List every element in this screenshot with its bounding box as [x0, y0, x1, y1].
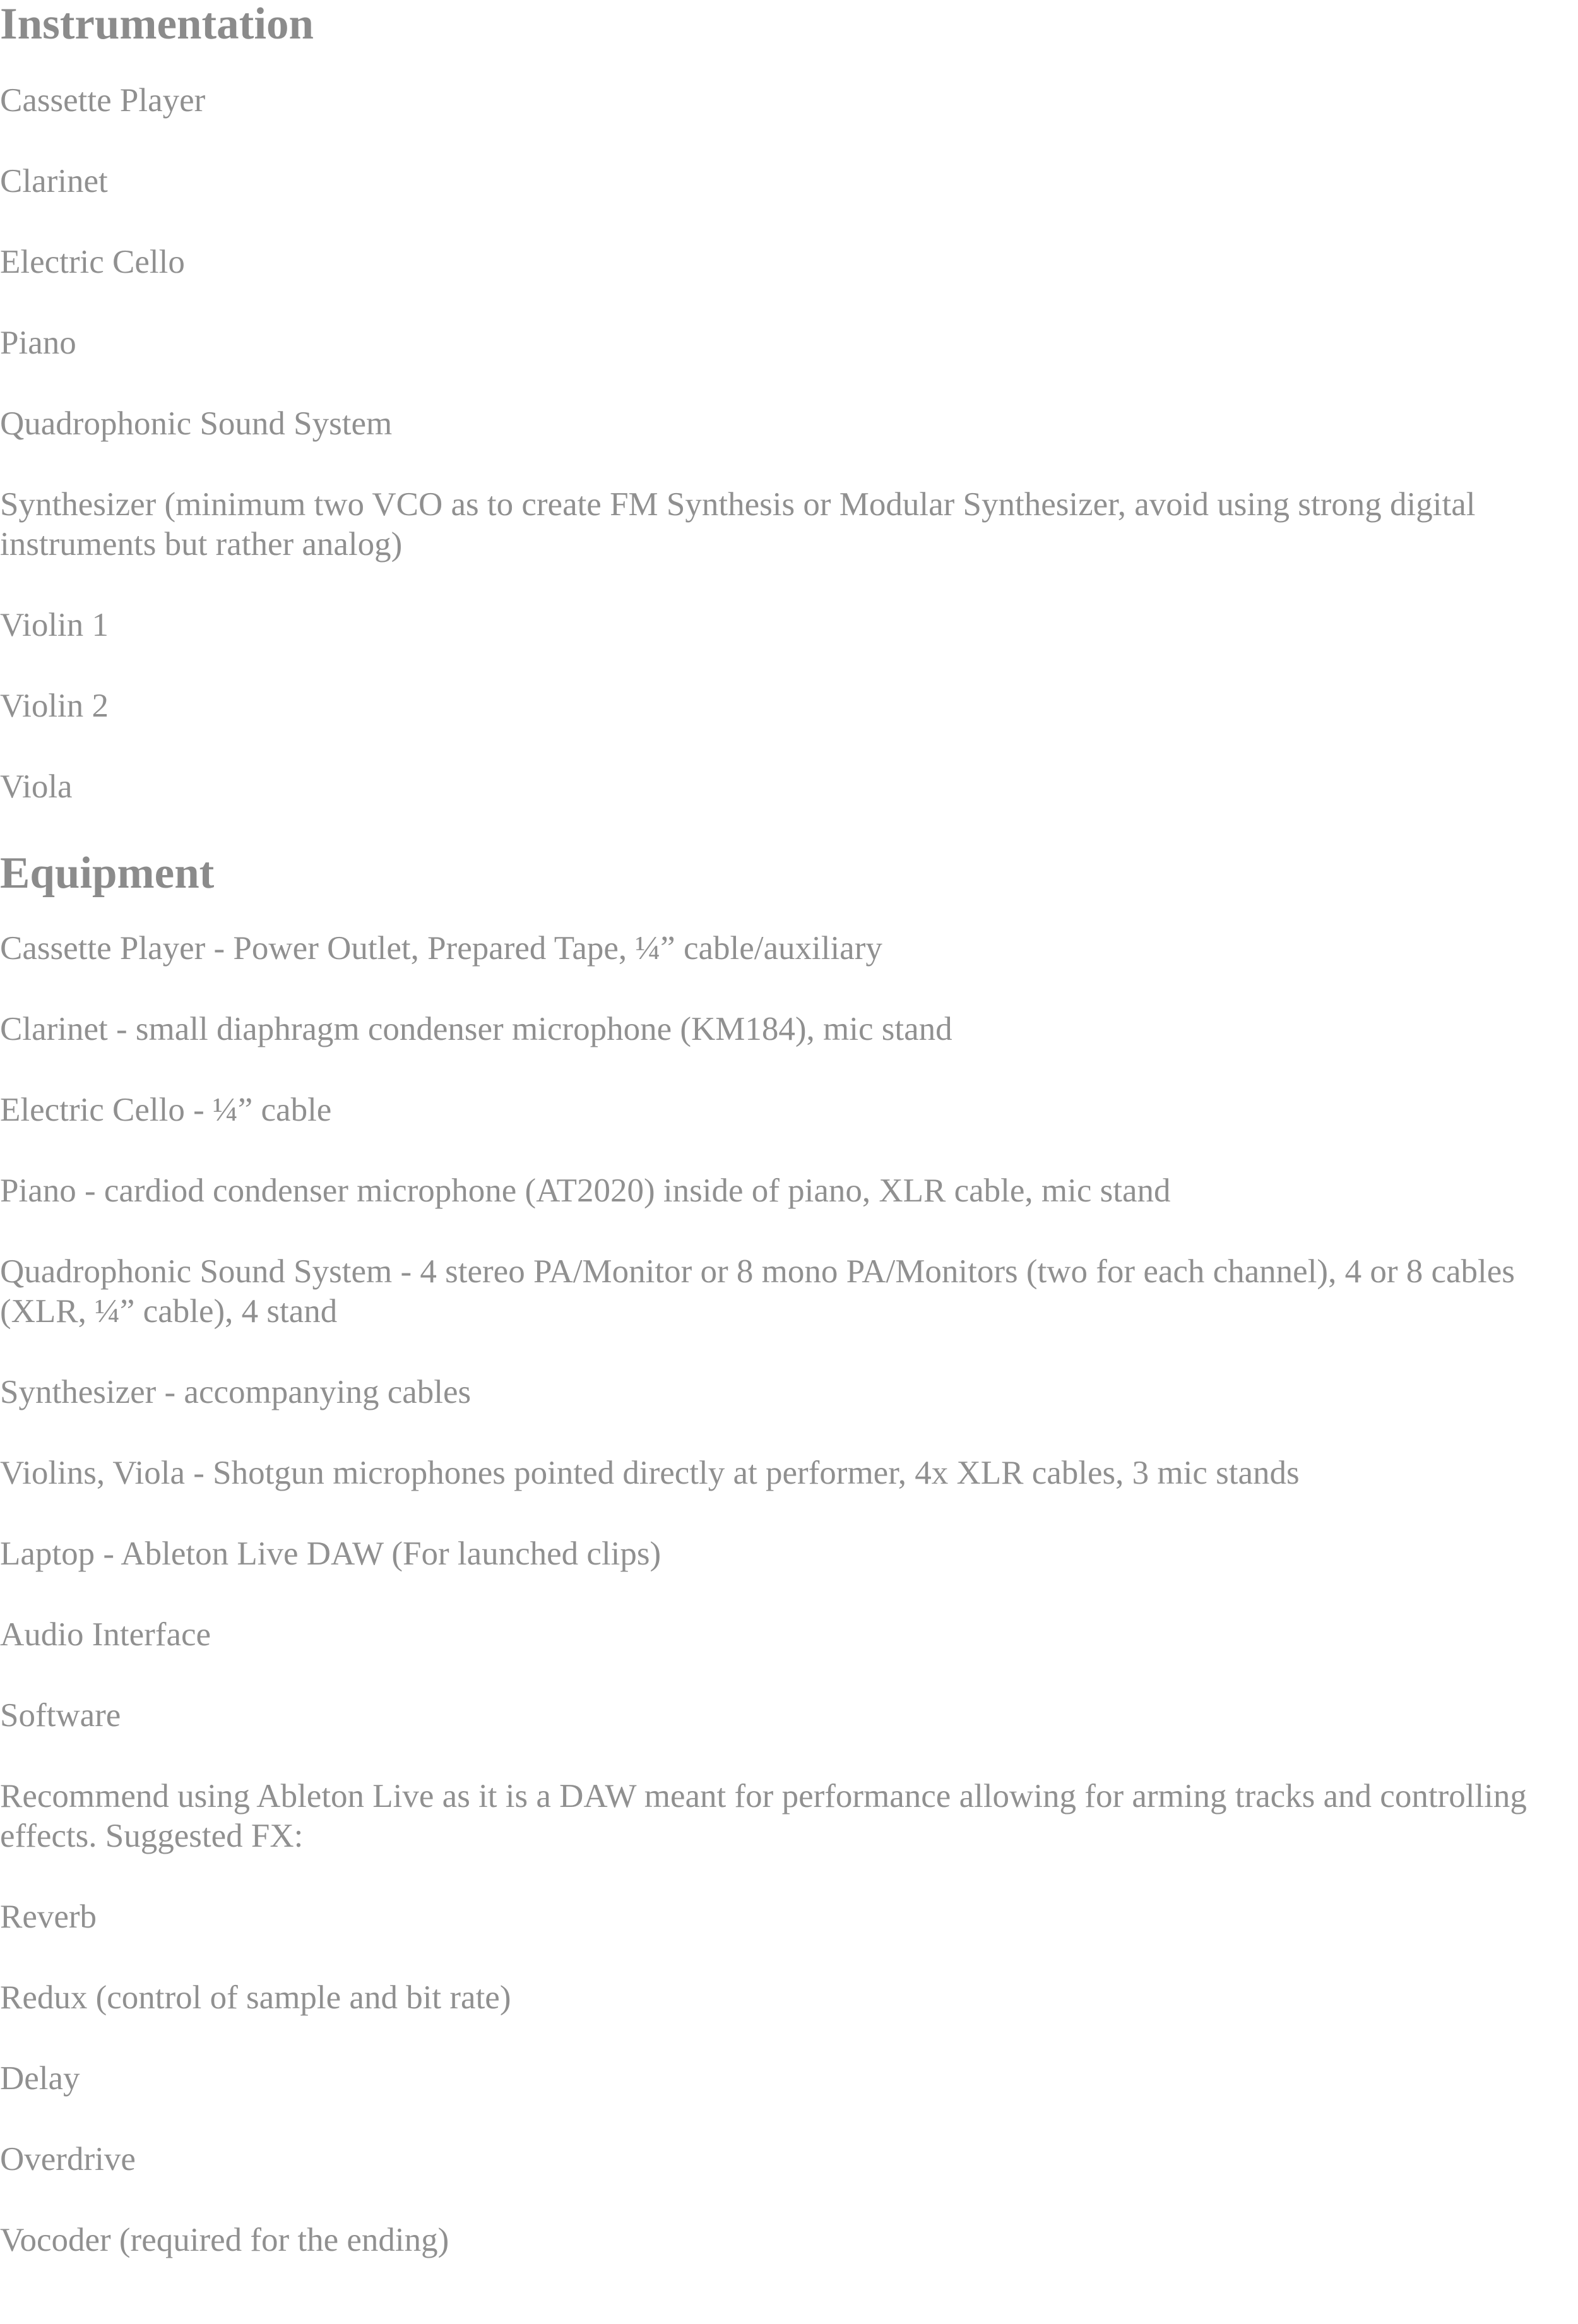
equipment-item-quadrophonic-sound-system: Quadrophonic Sound System - 4 stereo PA/Monitor or 8 mono PA/Monitors (two for each channel), 4 or 8 cables (XLR, ¼” cable), 4 stand	[0, 1253, 1515, 1330]
instrument-item-violin-2: Violin 2	[0, 688, 109, 724]
instrument-item-electric-cello: Electric Cello	[0, 244, 185, 280]
equipment-item-cassette-player: Cassette Player - Power Outlet, Prepared Tape, ¼” cable/auxiliary	[0, 930, 882, 967]
instrument-item-clarinet: Clarinet	[0, 163, 108, 200]
section-heading-equipment: Equipment	[0, 849, 215, 898]
fx-item-delay: Delay	[0, 2060, 80, 2097]
fx-item-vocoder: Vocoder (required for the ending)	[0, 2222, 449, 2258]
equipment-item-software: Software	[0, 1697, 121, 1734]
instrument-item-quadrophonic-sound-system: Quadrophonic Sound System	[0, 405, 393, 442]
instrument-item-piano: Piano	[0, 325, 76, 361]
equipment-item-violins-viola: Violins, Viola - Shotgun microphones pointed directly at performer, 4x XLR cables, 3 mic stands	[0, 1455, 1300, 1491]
fx-item-overdrive: Overdrive	[0, 2141, 136, 2178]
instrument-item-cassette-player: Cassette Player	[0, 82, 206, 119]
fx-item-reverb: Reverb	[0, 1898, 97, 1935]
fx-item-redux: Redux (control of sample and bit rate)	[0, 1979, 511, 2016]
equipment-item-clarinet: Clarinet - small diaphragm condenser microphone (KM184), mic stand	[0, 1011, 952, 1047]
equipment-item-piano: Piano - cardiod condenser microphone (AT2020) inside of piano, XLR cable, mic stand	[0, 1172, 1171, 1209]
equipment-item-electric-cello: Electric Cello - ¼” cable	[0, 1092, 332, 1128]
equipment-item-audio-interface: Audio Interface	[0, 1616, 211, 1653]
equipment-item-synthesizer: Synthesizer - accompanying cables	[0, 1374, 472, 1410]
equipment-item-software-recommendation: Recommend using Ableton Live as it is a DAW meant for performance allowing for arming tracks and controlling effects. Suggested FX:	[0, 1778, 1527, 1854]
section-heading-instrumentation: Instrumentation	[0, 0, 314, 49]
instrument-item-viola: Viola	[0, 768, 73, 805]
instrument-item-synthesizer: Synthesizer (minimum two VCO as to create FM Synthesis or Modular Synthesizer, avoid using strong digital instruments but rather analog)	[0, 486, 1476, 563]
instrument-item-violin-1: Violin 1	[0, 607, 109, 643]
equipment-item-laptop: Laptop - Ableton Live DAW (For launched clips)	[0, 1535, 661, 1572]
